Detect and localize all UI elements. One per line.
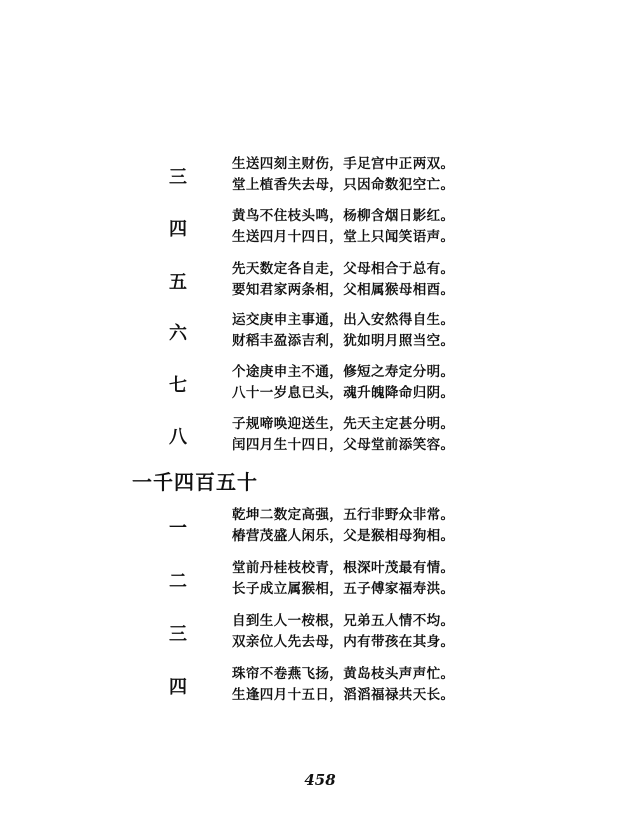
verse-line: 生送四月十四日，堂上只闻笑语声。	[232, 229, 455, 245]
verse-entry	[0, 556, 640, 598]
verse-line: 生送四刻主财伤，手足宫中正两双。	[232, 156, 455, 172]
verse-line: 堂前丹桂枝校青，根深叶茂最有情。	[232, 560, 455, 576]
entry-number: 三	[169, 624, 187, 645]
section-heading: 一千四百五十	[132, 470, 258, 494]
verse-line: 双亲位人先去母，内有带孩在其身。	[232, 634, 455, 650]
entry-number: 一	[169, 518, 187, 539]
verse-line: 闰四月生十四日，父母堂前添笑容。	[232, 437, 455, 453]
entry-number: 六	[169, 323, 187, 344]
verse-entry	[0, 204, 640, 246]
entry-number: 八	[169, 427, 187, 448]
entry-number: 七	[169, 375, 187, 396]
verse-entry	[0, 609, 640, 651]
verse-line: 子规啼唤迎送生，先天主定甚分明。	[232, 416, 455, 432]
page-number: 458	[304, 771, 336, 789]
entry-number: 五	[169, 272, 187, 293]
entry-number: 四	[169, 219, 187, 240]
entry-number: 四	[169, 677, 187, 698]
verse-line: 椿营茂盛人闲乐，父是猴相母狗相。	[232, 528, 455, 544]
verse-entry	[0, 152, 640, 194]
verse-line: 自到生人一桉根，兄弟五人情不均。	[232, 613, 455, 629]
verse-entry	[0, 257, 640, 299]
entry-number: 三	[169, 167, 187, 188]
verse-line: 乾坤二数定高强，五行非野众非常。	[232, 507, 455, 523]
verse-line: 个途庚申主不通，修短之寿定分明。	[232, 364, 455, 380]
verse-entry	[0, 360, 640, 402]
verse-line: 财稻丰盈添吉利，犹如明月照当空。	[232, 333, 455, 349]
verse-line: 堂上植香失去母，只因命数犯空亡。	[232, 177, 455, 193]
verse-entry	[0, 662, 640, 704]
verse-line: 珠帘不卷燕飞扬，黄岛枝头声声忙。	[232, 666, 455, 682]
verse-line: 运交庚申主事通，出入安然得自生。	[232, 312, 455, 328]
verse-line: 八十一岁息已头，魂升魄降命归阴。	[232, 385, 455, 401]
verse-entry	[0, 308, 640, 350]
verse-line: 黄鸟不住枝头鸣，杨柳含烟日影红。	[232, 208, 455, 224]
entry-number: 二	[169, 571, 187, 592]
verse-entry	[0, 412, 640, 454]
verse-line: 要知君家两条相，父相属猴母相酉。	[232, 282, 455, 298]
verse-line: 生逢四月十五日，滔滔福禄共天长。	[232, 687, 455, 703]
verse-entry	[0, 503, 640, 545]
verse-line: 长子成立属猴相，五子傅家福寿洪。	[232, 581, 455, 597]
verse-line: 先天数定各自走，父母相合于总有。	[232, 261, 455, 277]
